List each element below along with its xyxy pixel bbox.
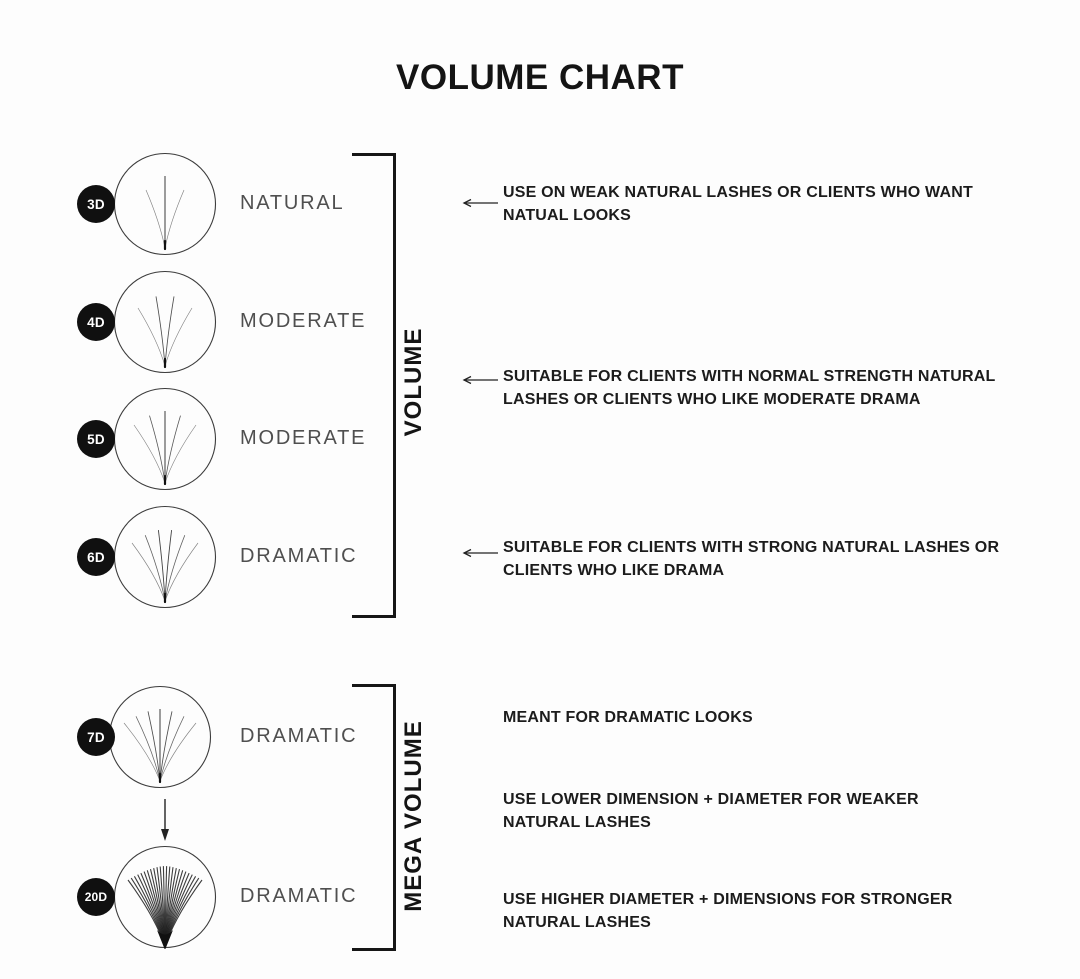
row-label-natural: NATURAL: [240, 192, 345, 214]
volume-bracket: [352, 153, 396, 618]
dimension-badge-6d: 6D: [77, 538, 115, 576]
down-arrow-icon: [157, 798, 173, 842]
mega-volume-bracket-label: MEGA VOLUME: [400, 720, 427, 912]
left-arrow-icon: [461, 197, 499, 209]
row-label-moderate: MODERATE: [240, 427, 367, 449]
row-label-moderate: MODERATE: [240, 310, 367, 332]
row-label-dramatic: DRAMATIC: [240, 725, 358, 747]
lash-fan-illustration-7d: [108, 685, 212, 789]
page-title: VOLUME CHART: [396, 58, 684, 97]
left-arrow-icon: [461, 374, 499, 386]
dimension-badge-3d: 3D: [77, 185, 115, 223]
row-label-dramatic: DRAMATIC: [240, 885, 358, 907]
note-weak-lashes: USE ON WEAK NATURAL LASHES OR CLIENTS WHO WANT NATUAL LOOKS: [503, 184, 973, 224]
mega-volume-bracket: [352, 684, 396, 951]
row-label-dramatic: DRAMATIC: [240, 545, 358, 567]
note-higher-diameter: USE HIGHER DIAMETER + DIMENSIONS FOR STRONGER NATURAL LASHES: [503, 891, 953, 931]
note-strong-lashes: SUITABLE FOR CLIENTS WITH STRONG NATURAL LASHES OR CLIENTS WHO LIKE DRAMA: [503, 539, 1000, 579]
note-dramatic-looks: MEANT FOR DRAMATIC LOOKS: [503, 709, 753, 726]
dimension-badge-7d: 7D: [77, 718, 115, 756]
lash-fan-illustration-5d: [113, 387, 217, 491]
note-normal-strength: SUITABLE FOR CLIENTS WITH NORMAL STRENGTH NATURAL LASHES OR CLIENTS WHO LIKE MODERATE DRAMA: [503, 368, 996, 408]
lash-fan-illustration-4d: [113, 270, 217, 374]
lash-fan-illustration-6d: [113, 505, 217, 609]
dimension-badge-20d: 20D: [77, 878, 115, 916]
volume-bracket-label: VOLUME: [400, 327, 427, 437]
dimension-badge-4d: 4D: [77, 303, 115, 341]
lash-fan-illustration-3d: [113, 152, 217, 256]
left-arrow-icon: [461, 547, 499, 559]
lash-fan-illustration-20d: [113, 845, 217, 949]
dimension-badge-5d: 5D: [77, 420, 115, 458]
note-lower-dimension: USE LOWER DIMENSION + DIAMETER FOR WEAKER NATURAL LASHES: [503, 791, 919, 831]
